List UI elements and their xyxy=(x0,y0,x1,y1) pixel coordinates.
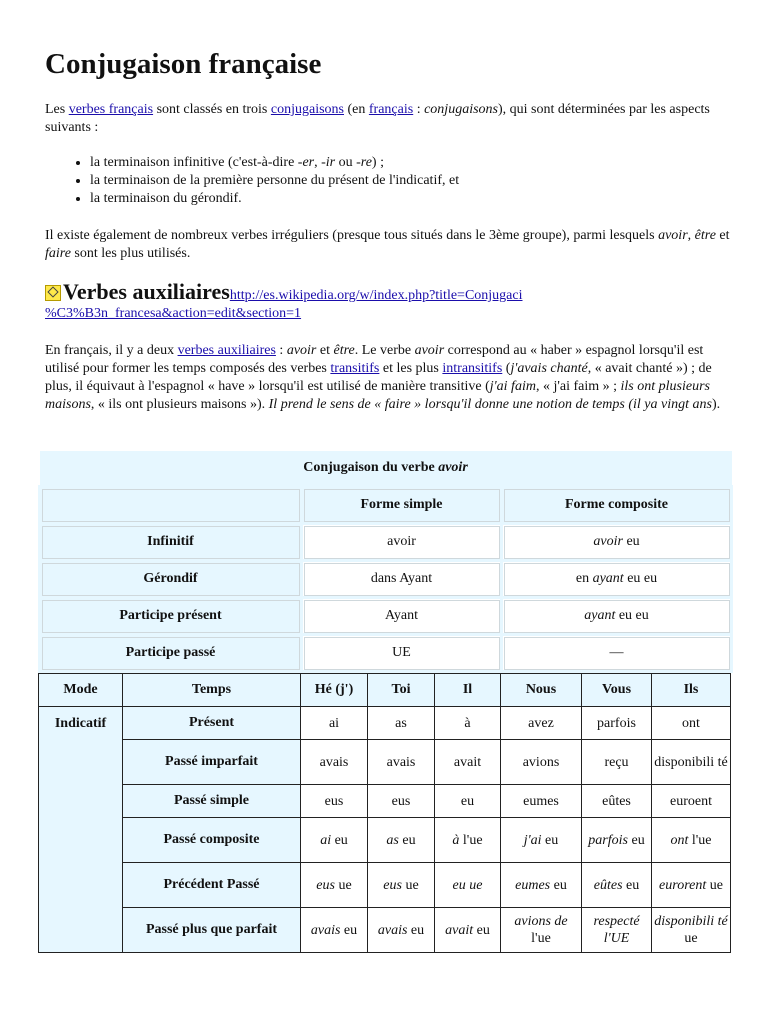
table-cell xyxy=(435,908,501,953)
tense-label: Passé composite xyxy=(123,818,301,863)
table-row xyxy=(39,740,731,785)
text: avais xyxy=(377,922,408,938)
text: en xyxy=(575,571,593,586)
table-caption xyxy=(40,451,732,487)
text: eu xyxy=(541,832,559,848)
text: avoir xyxy=(414,343,445,358)
text: ). xyxy=(711,397,721,412)
text: avoir xyxy=(438,460,468,475)
text: et xyxy=(715,228,730,243)
text: avions xyxy=(522,754,560,770)
text: eu eu xyxy=(623,571,658,586)
tense-label: Passé imparfait xyxy=(123,740,301,785)
text: eus xyxy=(316,877,335,893)
text: avait xyxy=(445,922,474,938)
table-cell xyxy=(368,707,435,740)
conjugation-table xyxy=(38,451,730,953)
text: — xyxy=(609,645,624,660)
text: eu xyxy=(627,832,645,848)
text: parfois xyxy=(597,715,636,731)
table-cell xyxy=(652,908,731,953)
tense-label: Passé plus que parfait xyxy=(123,908,301,953)
table-cell xyxy=(501,863,582,908)
table-cell xyxy=(652,785,731,818)
text: sont les plus utilisés. xyxy=(70,246,191,261)
tense-label: Précédent Passé xyxy=(123,863,301,908)
text: avoir xyxy=(286,343,317,358)
text: et les plus xyxy=(379,361,443,376)
text: ont xyxy=(682,715,700,731)
table-cell xyxy=(368,863,435,908)
section-heading xyxy=(45,279,735,323)
page-title: Conjugaison française xyxy=(45,48,322,80)
link-francais[interactable]: français xyxy=(368,102,414,117)
edit-pencil-icon[interactable] xyxy=(45,285,61,301)
text: eumes xyxy=(515,877,551,893)
table-cell xyxy=(435,740,501,785)
text: Conjugaison du verbe xyxy=(303,460,439,475)
header-temps: Temps xyxy=(123,674,301,707)
text: eu xyxy=(340,922,358,938)
simple-form: UE xyxy=(302,635,502,672)
text: eurorent xyxy=(659,877,707,893)
row-label: Gérondif xyxy=(40,561,302,598)
text: Les xyxy=(45,102,69,117)
header-nous: Nous xyxy=(501,674,582,707)
link-verbes-auxiliaires[interactable]: verbes auxiliaires xyxy=(177,343,276,358)
text: eu xyxy=(473,922,490,938)
text: avions de xyxy=(514,914,568,929)
table-cell xyxy=(301,785,368,818)
indicative-table xyxy=(38,673,731,953)
table-cell xyxy=(652,740,731,785)
composite-form xyxy=(502,524,732,561)
text: as xyxy=(395,715,407,731)
tense-label: Présent xyxy=(123,707,301,740)
text: , « j'ai faim » ; xyxy=(535,379,621,394)
text: http://es.wikipedia.org/w/index.php?title=Conjugaci xyxy=(229,288,523,303)
text: eus xyxy=(391,793,411,809)
table-row xyxy=(40,524,732,561)
intro-paragraph xyxy=(45,101,725,137)
text: ayant xyxy=(584,608,616,623)
link-transitifs[interactable]: transitifs xyxy=(330,361,380,376)
text: faire xyxy=(45,246,71,261)
composite-form xyxy=(502,561,732,598)
header-vous: Vous xyxy=(582,674,652,707)
composite-form xyxy=(502,635,732,672)
text: %C3%B3n_francesa&action=edit&section=1 xyxy=(45,306,302,321)
forms-table xyxy=(38,451,733,673)
text: eus xyxy=(383,877,402,893)
header-forme-composite: Forme composite xyxy=(502,487,732,524)
text: reçu xyxy=(604,754,629,770)
header-il: Il xyxy=(435,674,501,707)
text: la terminaison de la première personne du présent de l'indicatif, et xyxy=(90,173,460,188)
simple-form: dans Ayant xyxy=(302,561,502,598)
text: eu xyxy=(331,832,348,848)
text: j'ai xyxy=(523,832,542,848)
text: et xyxy=(316,343,334,358)
table-row xyxy=(40,561,732,598)
table-cell xyxy=(582,740,652,785)
text: ue xyxy=(706,877,723,893)
text: parfois xyxy=(588,832,628,848)
text: correspond au « haber » espagnol lorsqu'il est utilisé pour former les temps composés des verbes xyxy=(45,343,704,376)
text: à xyxy=(464,715,471,731)
text: . Le verbe xyxy=(354,343,415,358)
row-label: Participe présent xyxy=(40,598,302,635)
text: -ir xyxy=(321,155,336,170)
table-cell xyxy=(652,818,731,863)
tense-label: Passé simple xyxy=(123,785,301,818)
mode-indicatif: Indicatif xyxy=(39,707,123,953)
text: ai xyxy=(320,832,332,848)
header-mode: Mode xyxy=(39,674,123,707)
text: eu xyxy=(398,832,416,848)
table-cell xyxy=(582,818,652,863)
list-item xyxy=(90,154,459,172)
text: ayant xyxy=(592,571,624,586)
table-cell xyxy=(435,818,501,863)
text: ( xyxy=(502,361,511,376)
text: -er xyxy=(297,155,315,170)
text: Il existe également de nombreux verbes irréguliers (presque tous situés dans le 3ème groupe), parmi lesquels xyxy=(45,228,659,243)
table-cell xyxy=(301,818,368,863)
text: -re xyxy=(356,155,372,170)
table-cell xyxy=(301,908,368,953)
table-row xyxy=(40,635,732,672)
table-cell xyxy=(582,863,652,908)
text: j'avais chanté xyxy=(510,361,588,376)
text: : xyxy=(413,102,425,117)
table-cell xyxy=(501,707,582,740)
text: eumes xyxy=(523,793,559,809)
text: eu xyxy=(407,922,425,938)
text: respecté l'UE xyxy=(593,914,640,946)
text: avais xyxy=(386,754,416,770)
table-cell xyxy=(368,908,435,953)
text: En français, il y a deux xyxy=(45,343,178,358)
table-row xyxy=(39,908,731,953)
table-row xyxy=(39,707,731,740)
text: l'ue xyxy=(459,832,483,848)
table-cell xyxy=(501,785,582,818)
table-cell xyxy=(435,785,501,818)
text: la terminaison infinitive (c'est-à-dire xyxy=(90,155,298,170)
text: ou xyxy=(335,155,357,170)
table-cell xyxy=(652,707,731,740)
text: disponibili té xyxy=(654,914,728,929)
text: ), qui sont déterminées par les aspects suivants : xyxy=(45,102,710,135)
table-cell xyxy=(368,740,435,785)
header-toi: Toi xyxy=(368,674,435,707)
text: avais xyxy=(319,754,349,770)
table-row xyxy=(40,598,732,635)
table-cell xyxy=(301,707,368,740)
table-cell xyxy=(582,908,652,953)
table-cell xyxy=(301,740,368,785)
text: ue xyxy=(684,931,698,946)
text: avais xyxy=(310,922,341,938)
text: eu xyxy=(622,877,640,893)
text: eûtes xyxy=(593,877,623,893)
text: ils ont plusieurs maisons xyxy=(45,379,710,412)
text: ont xyxy=(670,832,689,848)
text: l'ue xyxy=(531,931,551,946)
table-cell xyxy=(501,908,582,953)
text: eu xyxy=(622,534,640,549)
text: eûtes xyxy=(602,793,631,809)
text: ) ; xyxy=(371,155,384,170)
text: j'ai faim xyxy=(489,379,536,394)
simple-form: Ayant xyxy=(302,598,502,635)
text: avoir xyxy=(658,228,688,243)
text: eus xyxy=(324,793,344,809)
table-cell xyxy=(501,818,582,863)
table-cell xyxy=(301,863,368,908)
criteria-list xyxy=(45,154,459,208)
text: avoir xyxy=(593,534,623,549)
link-intransitifs[interactable]: intransitifs xyxy=(442,361,503,376)
link-conjugaisons[interactable]: conjugaisons xyxy=(270,102,344,117)
text: Il prend le sens de « faire » lorsqu'il donne une notion de temps (il ya vingt ans xyxy=(268,397,712,412)
text: eu xyxy=(460,793,475,809)
text: l'ue xyxy=(688,832,712,848)
header-ils: Ils xyxy=(652,674,731,707)
table-cell xyxy=(582,707,652,740)
text: euroent xyxy=(670,793,712,809)
text: disponibili té xyxy=(654,754,728,770)
table-row xyxy=(39,818,731,863)
text: eu xyxy=(550,877,567,893)
text: eu eu xyxy=(615,608,649,623)
simple-form: avoir xyxy=(302,524,502,561)
table-cell xyxy=(435,707,501,740)
irregular-paragraph xyxy=(45,227,735,263)
text: , « ils ont plusieurs maisons »). xyxy=(90,397,269,412)
composite-form xyxy=(502,598,732,635)
row-label: Participe passé xyxy=(40,635,302,672)
list-item xyxy=(90,172,459,190)
header-je: Hé (j') xyxy=(301,674,368,707)
text: la terminaison du gérondif. xyxy=(90,191,242,206)
text: , xyxy=(687,228,695,243)
row-label: Infinitif xyxy=(40,524,302,561)
table-cell xyxy=(368,785,435,818)
table-cell xyxy=(501,740,582,785)
text: , xyxy=(314,155,322,170)
text: ue xyxy=(401,877,419,893)
table-cell xyxy=(368,818,435,863)
text: , « avait chanté ») ; de plus, il équivaut à l'espagnol « have » lorsqu'il est utilisé de manière transitive ( xyxy=(45,361,712,394)
header-forme-simple: Forme simple xyxy=(302,487,502,524)
auxiliary-paragraph xyxy=(45,342,735,414)
text: sont classés en trois xyxy=(153,102,271,117)
text: ue xyxy=(334,877,352,893)
text: conjugaisons xyxy=(424,102,498,117)
text: eu ue xyxy=(452,877,483,893)
text: as xyxy=(386,832,399,848)
table-cell xyxy=(435,863,501,908)
text: être xyxy=(694,228,716,243)
text: (en xyxy=(344,102,369,117)
table-cell xyxy=(582,785,652,818)
empty-header xyxy=(40,487,302,524)
table-row xyxy=(39,785,731,818)
table-cell xyxy=(652,863,731,908)
text: avait xyxy=(453,754,482,770)
link-verbes-francais[interactable]: verbes français xyxy=(68,102,154,117)
text: être xyxy=(333,343,355,358)
text: : xyxy=(275,343,287,358)
text: ai xyxy=(328,715,340,731)
table-row xyxy=(39,863,731,908)
text: avez xyxy=(528,715,554,731)
text: à xyxy=(452,832,460,848)
list-item xyxy=(90,190,459,208)
section-title: Verbes auxiliaires xyxy=(63,279,230,304)
